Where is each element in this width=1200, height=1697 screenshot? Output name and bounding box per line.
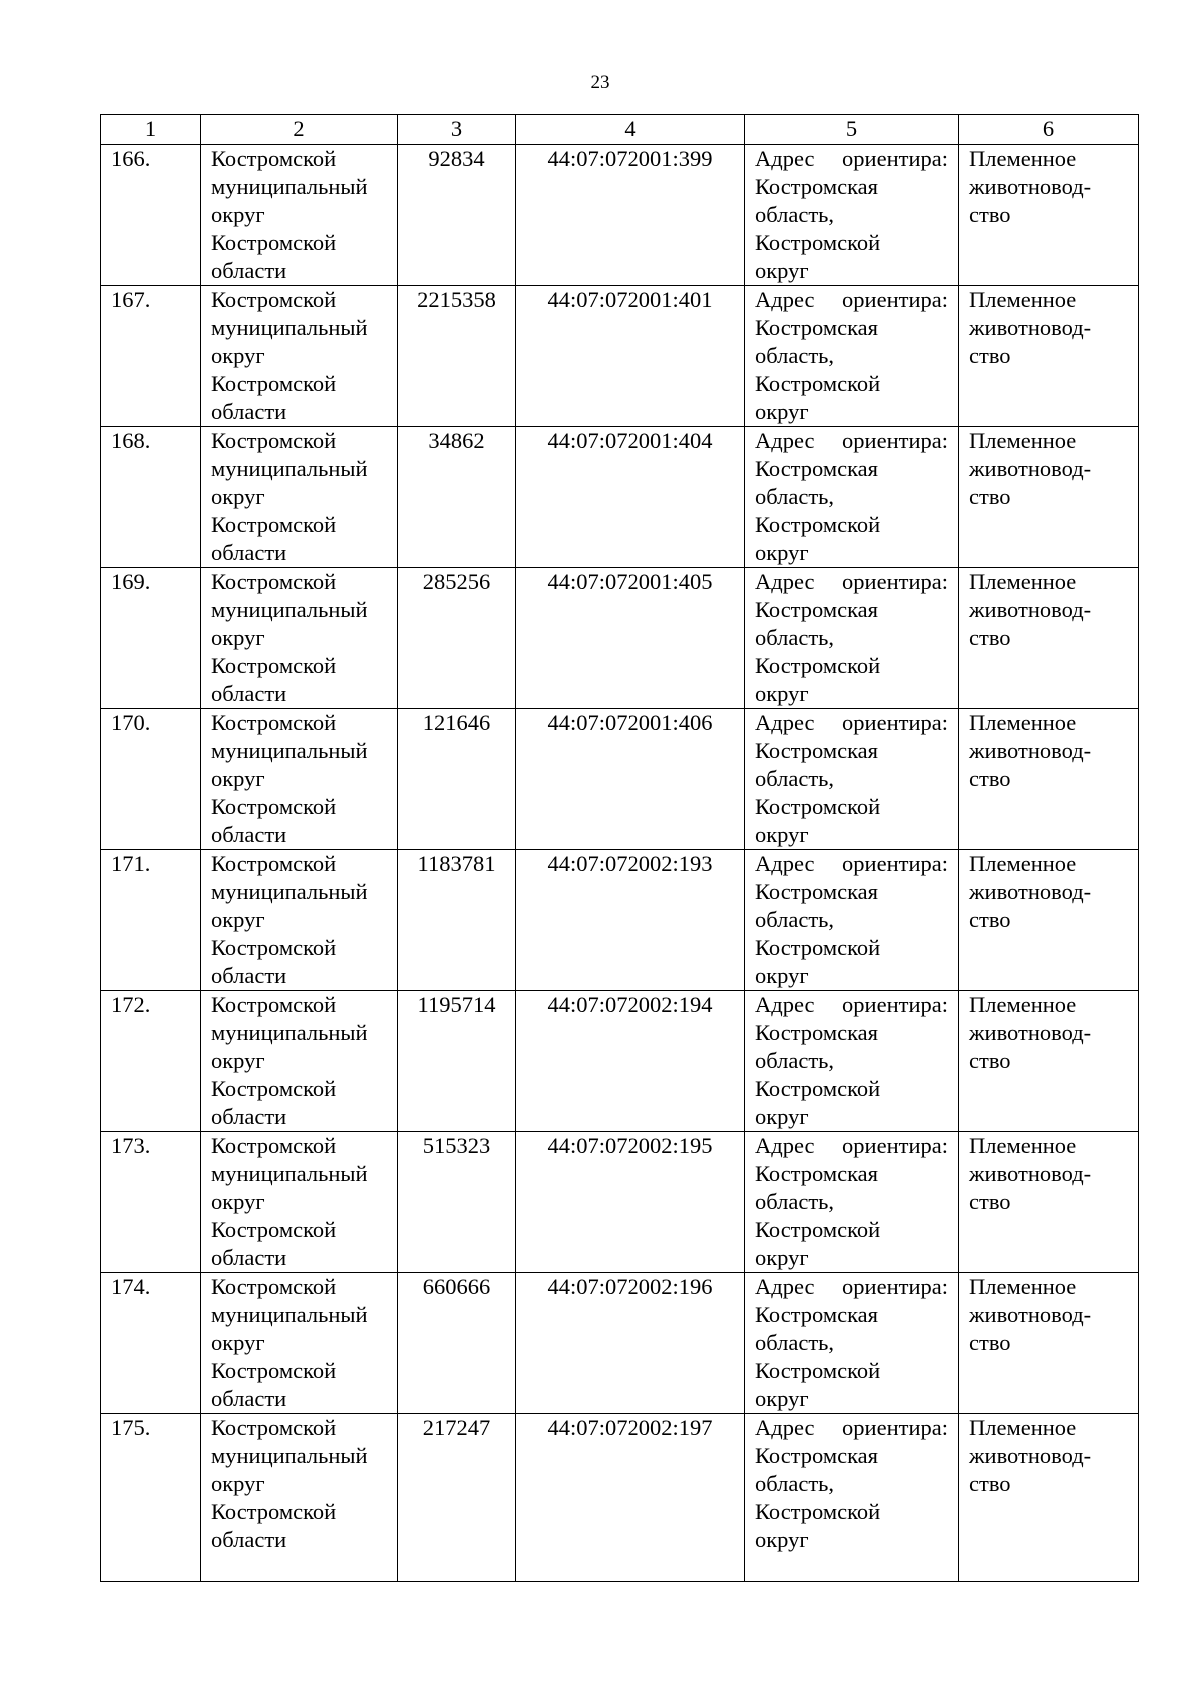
row-number-cell: 167.: [101, 286, 201, 427]
area-cell: 1195714: [398, 991, 516, 1132]
permitted-use-line: Племенное: [969, 287, 1077, 312]
area-cell: 121646: [398, 709, 516, 850]
area-cell: 660666: [398, 1273, 516, 1414]
address-line: округ: [755, 963, 809, 988]
permitted-use-line: животновод-: [969, 597, 1092, 622]
district-line: Костромской: [211, 1415, 337, 1440]
table-row: [101, 145, 1139, 286]
address-line: Костромская: [755, 1161, 879, 1186]
address-cell: [745, 991, 959, 1132]
district-line: муниципальный: [211, 1161, 368, 1186]
permitted-use-line: животновод-: [969, 879, 1092, 904]
area-cell: 1183781: [398, 850, 516, 991]
district-line: округ: [211, 202, 265, 227]
address-line: Костромская: [755, 738, 879, 763]
district-line: округ: [211, 1330, 265, 1355]
address-line: Костромская: [755, 1020, 879, 1045]
district-line: Костромской: [211, 512, 337, 537]
permitted-use-cell: [959, 145, 1139, 286]
table-row: [101, 1414, 1139, 1582]
address-line: область,: [755, 484, 835, 509]
permitted-use-cell: [959, 1414, 1139, 1582]
permitted-use-line: животновод-: [969, 174, 1092, 199]
address-cell: [745, 1414, 959, 1582]
address-line: округ: [755, 1104, 809, 1129]
permitted-use-line: Племенное: [969, 992, 1077, 1017]
district-line: Костромской: [211, 146, 337, 171]
address-line: область,: [755, 343, 835, 368]
address-line: Костромская: [755, 597, 879, 622]
permitted-use-cell: [959, 709, 1139, 850]
permitted-use-line: животновод-: [969, 1443, 1092, 1468]
column-header-5: 5: [745, 115, 959, 145]
address-cell: [745, 709, 959, 850]
row-number-cell: 172.: [101, 991, 201, 1132]
page-number: 23: [590, 72, 610, 93]
district-line: области: [211, 1527, 287, 1552]
district-line: области: [211, 258, 287, 283]
permitted-use-cell: [959, 991, 1139, 1132]
district-line: округ: [211, 766, 265, 791]
address-line: Адрес ориентира:: [755, 287, 948, 312]
district-line: области: [211, 963, 287, 988]
permitted-use-line: ство: [969, 907, 1011, 932]
district-line: муниципальный: [211, 738, 368, 763]
address-line: Адрес ориентира:: [755, 1415, 948, 1440]
district-line: муниципальный: [211, 1020, 368, 1045]
permitted-use-line: Племенное: [969, 146, 1077, 171]
district-cell: [201, 427, 398, 568]
permitted-use-line: ство: [969, 484, 1011, 509]
cadastral-number-cell: 44:07:072002:195: [516, 1132, 745, 1273]
area-cell: 34862: [398, 427, 516, 568]
permitted-use-line: ство: [969, 766, 1011, 791]
permitted-use-line: Племенное: [969, 1133, 1077, 1158]
row-number-cell: 171.: [101, 850, 201, 991]
district-line: муниципальный: [211, 456, 368, 481]
address-cell: [745, 568, 959, 709]
table-body: [101, 145, 1139, 1582]
address-line: Костромской: [755, 1076, 881, 1101]
district-cell: [201, 1273, 398, 1414]
district-line: Костромской: [211, 1358, 337, 1383]
district-line: округ: [211, 625, 265, 650]
address-line: округ: [755, 681, 809, 706]
district-line: Костромской: [211, 1274, 337, 1299]
address-cell: [745, 850, 959, 991]
address-line: Адрес ориентира:: [755, 569, 948, 594]
district-line: округ: [211, 484, 265, 509]
district-line: области: [211, 1104, 287, 1129]
row-number-cell: 174.: [101, 1273, 201, 1414]
address-line: область,: [755, 1471, 835, 1496]
cadastral-number-cell: 44:07:072002:194: [516, 991, 745, 1132]
address-line: область,: [755, 202, 835, 227]
column-header-2: 2: [201, 115, 398, 145]
address-line: округ: [755, 399, 809, 424]
district-line: Костромской: [211, 794, 337, 819]
address-line: область,: [755, 907, 835, 932]
district-line: области: [211, 1386, 287, 1411]
district-line: муниципальный: [211, 879, 368, 904]
table-row: [101, 991, 1139, 1132]
district-line: муниципальный: [211, 1302, 368, 1327]
address-line: Костромская: [755, 879, 879, 904]
district-cell: [201, 145, 398, 286]
permitted-use-line: ство: [969, 1189, 1011, 1214]
address-line: область,: [755, 1048, 835, 1073]
table-row: [101, 427, 1139, 568]
district-line: области: [211, 1245, 287, 1270]
address-line: область,: [755, 766, 835, 791]
district-line: округ: [211, 1471, 265, 1496]
address-line: Адрес ориентира:: [755, 1133, 948, 1158]
permitted-use-line: животновод-: [969, 456, 1092, 481]
cadastral-number-cell: 44:07:072002:193: [516, 850, 745, 991]
address-line: Костромской: [755, 230, 881, 255]
area-cell: 217247: [398, 1414, 516, 1582]
district-line: Костромской: [211, 371, 337, 396]
address-line: Костромской: [755, 1217, 881, 1242]
address-line: округ: [755, 258, 809, 283]
address-line: Костромской: [755, 512, 881, 537]
cadastral-number-cell: 44:07:072001:404: [516, 427, 745, 568]
district-line: Костромской: [211, 992, 337, 1017]
cadastral-number-cell: 44:07:072001:401: [516, 286, 745, 427]
district-cell: [201, 850, 398, 991]
address-line: Адрес ориентира:: [755, 1274, 948, 1299]
district-line: округ: [211, 343, 265, 368]
district-line: муниципальный: [211, 315, 368, 340]
address-cell: [745, 145, 959, 286]
address-line: округ: [755, 540, 809, 565]
district-line: Костромской: [211, 287, 337, 312]
district-line: округ: [211, 907, 265, 932]
row-number-cell: 170.: [101, 709, 201, 850]
address-line: Костромская: [755, 1302, 879, 1327]
district-line: Костромской: [211, 1076, 337, 1101]
district-line: муниципальный: [211, 1443, 368, 1468]
address-line: округ: [755, 1527, 809, 1552]
address-line: Костромской: [755, 653, 881, 678]
address-line: Костромской: [755, 1358, 881, 1383]
address-cell: [745, 286, 959, 427]
table-row: [101, 1132, 1139, 1273]
permitted-use-cell: [959, 850, 1139, 991]
district-line: области: [211, 399, 287, 424]
address-line: Костромская: [755, 315, 879, 340]
table-row: [101, 709, 1139, 850]
permitted-use-line: Племенное: [969, 710, 1077, 735]
cadastral-number-cell: 44:07:072001:405: [516, 568, 745, 709]
address-cell: [745, 1273, 959, 1414]
address-line: Костромская: [755, 456, 879, 481]
address-line: Адрес ориентира:: [755, 428, 948, 453]
district-line: муниципальный: [211, 174, 368, 199]
cadastral-number-cell: 44:07:072001:399: [516, 145, 745, 286]
district-cell: [201, 1132, 398, 1273]
address-line: Костромская: [755, 174, 879, 199]
table-row: [101, 568, 1139, 709]
permitted-use-cell: [959, 427, 1139, 568]
cadastral-number-cell: 44:07:072001:406: [516, 709, 745, 850]
row-number-cell: 169.: [101, 568, 201, 709]
address-cell: [745, 427, 959, 568]
district-line: Костромской: [211, 653, 337, 678]
district-line: области: [211, 540, 287, 565]
permitted-use-line: Племенное: [969, 1415, 1077, 1440]
address-line: Адрес ориентира:: [755, 710, 948, 735]
table-header-row: [101, 115, 1139, 145]
address-line: Адрес ориентира:: [755, 146, 948, 171]
permitted-use-line: животновод-: [969, 1020, 1092, 1045]
address-line: область,: [755, 1330, 835, 1355]
area-cell: 2215358: [398, 286, 516, 427]
table-row: [101, 286, 1139, 427]
column-header-1: 1: [101, 115, 201, 145]
district-line: округ: [211, 1048, 265, 1073]
district-line: Костромской: [211, 230, 337, 255]
permitted-use-line: ство: [969, 1330, 1011, 1355]
address-line: округ: [755, 1386, 809, 1411]
district-line: Костромской: [211, 569, 337, 594]
district-line: области: [211, 822, 287, 847]
address-line: округ: [755, 822, 809, 847]
address-line: Костромской: [755, 371, 881, 396]
permitted-use-line: Племенное: [969, 428, 1077, 453]
permitted-use-line: ство: [969, 625, 1011, 650]
district-line: Костромской: [211, 1133, 337, 1158]
permitted-use-line: животновод-: [969, 315, 1092, 340]
cadastral-number-cell: 44:07:072002:196: [516, 1273, 745, 1414]
district-line: муниципальный: [211, 597, 368, 622]
district-cell: [201, 991, 398, 1132]
district-cell: [201, 286, 398, 427]
district-line: Костромской: [211, 428, 337, 453]
table-row: [101, 1273, 1139, 1414]
area-cell: 515323: [398, 1132, 516, 1273]
address-line: область,: [755, 1189, 835, 1214]
cadastral-number-cell: 44:07:072002:197: [516, 1414, 745, 1582]
permitted-use-cell: [959, 1132, 1139, 1273]
row-number-cell: 166.: [101, 145, 201, 286]
permitted-use-line: животновод-: [969, 738, 1092, 763]
address-line: область,: [755, 625, 835, 650]
district-line: Костромской: [211, 1217, 337, 1242]
district-cell: [201, 709, 398, 850]
district-cell: [201, 568, 398, 709]
land-plots-table: [100, 114, 1139, 1582]
district-line: Костромской: [211, 1499, 337, 1524]
area-cell: 285256: [398, 568, 516, 709]
permitted-use-cell: [959, 568, 1139, 709]
column-header-4: 4: [516, 115, 745, 145]
permitted-use-line: Племенное: [969, 851, 1077, 876]
row-number-cell: 175.: [101, 1414, 201, 1582]
address-cell: [745, 1132, 959, 1273]
address-line: Адрес ориентира:: [755, 851, 948, 876]
district-line: Костромской: [211, 710, 337, 735]
area-cell: 92834: [398, 145, 516, 286]
permitted-use-line: животновод-: [969, 1161, 1092, 1186]
permitted-use-line: Племенное: [969, 1274, 1077, 1299]
row-number-cell: 168.: [101, 427, 201, 568]
address-line: Адрес ориентира:: [755, 992, 948, 1017]
permitted-use-cell: [959, 286, 1139, 427]
permitted-use-line: ство: [969, 343, 1011, 368]
row-number-cell: 173.: [101, 1132, 201, 1273]
permitted-use-line: животновод-: [969, 1302, 1092, 1327]
address-line: Костромской: [755, 1499, 881, 1524]
district-line: Костромской: [211, 935, 337, 960]
district-line: Костромской: [211, 851, 337, 876]
address-line: Костромской: [755, 935, 881, 960]
permitted-use-line: ство: [969, 202, 1011, 227]
district-cell: [201, 1414, 398, 1582]
column-header-3: 3: [398, 115, 516, 145]
address-line: округ: [755, 1245, 809, 1270]
district-line: округ: [211, 1189, 265, 1214]
permitted-use-line: Племенное: [969, 569, 1077, 594]
address-line: Костромской: [755, 794, 881, 819]
permitted-use-line: ство: [969, 1471, 1011, 1496]
district-line: области: [211, 681, 287, 706]
permitted-use-cell: [959, 1273, 1139, 1414]
table-row: [101, 850, 1139, 991]
column-header-6: 6: [959, 115, 1139, 145]
permitted-use-line: ство: [969, 1048, 1011, 1073]
address-line: Костромская: [755, 1443, 879, 1468]
